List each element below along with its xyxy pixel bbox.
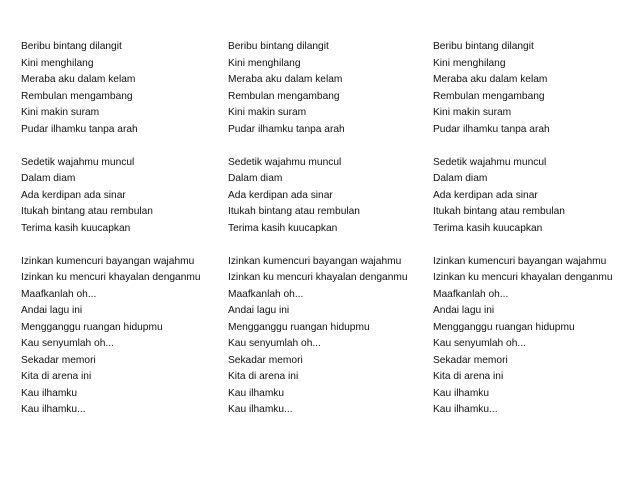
lyric-line: Sedetik wajahmu muncul [21, 156, 135, 168]
lyric-line: Terima kasih kuucapkan [228, 222, 338, 234]
lyrics-column-1 [21, 39, 221, 419]
stanza [21, 254, 221, 419]
lyric-line: Dalam diam [228, 173, 283, 184]
stanza [228, 39, 428, 138]
lyric-line: Kau ilhamku [433, 387, 490, 399]
lyric-line: Kini menghilang [228, 57, 301, 69]
lyric-line: Dalam diam [433, 173, 488, 184]
stanza [21, 39, 221, 138]
lyric-line: Izinkan kumencuri bayangan wajahmu [433, 255, 607, 267]
lyric-line: Dalam diam [21, 173, 76, 184]
lyric-line: Sekadar memori [21, 354, 96, 366]
lyric-line: Maafkanlah oh... [21, 288, 97, 300]
stanza [433, 39, 633, 138]
lyric-line: Izinkan ku mencuri khayalan denganmu [433, 272, 613, 283]
lyric-line: Kau ilhamku [228, 387, 285, 399]
lyric-line: Izinkan kumencuri bayangan wajahmu [21, 255, 195, 267]
lyric-line: Kini makin suram [433, 107, 512, 118]
stanza [228, 155, 428, 238]
lyric-line: Ada kerdipan ada sinar [228, 189, 333, 201]
lyric-line: Pudar ilhamku tanpa arah [433, 123, 550, 135]
lyric-line: Kau senyumlah oh... [433, 338, 526, 349]
lyric-line: Ada kerdipan ada sinar [433, 189, 538, 201]
lyric-line: Mengganggu ruangan hidupmu [21, 321, 163, 333]
lyric-line: Rembulan mengambang [21, 90, 133, 102]
lyric-line: Maafkanlah oh... [433, 288, 509, 300]
lyric-line: Terima kasih kuucapkan [433, 222, 543, 234]
lyric-line: Sedetik wajahmu muncul [433, 156, 547, 168]
lyrics-column-3 [433, 39, 633, 419]
lyric-line: Itukah bintang atau rembulan [228, 206, 360, 217]
lyric-line: Rembulan mengambang [228, 90, 340, 102]
lyric-line: Kini makin suram [228, 107, 307, 118]
lyric-line: Terima kasih kuucapkan [21, 222, 131, 234]
lyric-line: Kau ilhamku [21, 387, 78, 399]
lyric-line: Andai lagu ini [21, 305, 83, 316]
lyric-line: Beribu bintang dilangit [433, 41, 534, 52]
lyric-line: Rembulan mengambang [433, 90, 545, 102]
lyric-line: Itukah bintang atau rembulan [21, 206, 153, 217]
lyric-line: Kau senyumlah oh... [21, 338, 114, 349]
lyric-line: Mengganggu ruangan hidupmu [433, 321, 575, 333]
lyric-line: Pudar ilhamku tanpa arah [228, 123, 345, 135]
lyric-line: Maafkanlah oh... [228, 288, 304, 300]
lyric-line: Sedetik wajahmu muncul [228, 156, 342, 168]
lyric-line: Sekadar memori [228, 354, 303, 366]
lyric-line: Beribu bintang dilangit [21, 41, 122, 52]
stanza [21, 155, 221, 238]
lyric-line: Ada kerdipan ada sinar [21, 189, 126, 201]
lyric-line: Kini menghilang [21, 57, 94, 69]
lyric-line: Andai lagu ini [228, 305, 290, 316]
lyric-line: Kau ilhamku... [228, 404, 293, 415]
lyric-line: Izinkan kumencuri bayangan wajahmu [228, 255, 402, 267]
lyric-line: Kini makin suram [21, 107, 100, 118]
lyrics-column-2 [228, 39, 428, 419]
lyric-line: Kau ilhamku... [433, 404, 498, 415]
lyric-line: Kita di arena ini [228, 371, 299, 382]
lyric-line: Kita di arena ini [433, 371, 504, 382]
lyric-line: Kau senyumlah oh... [228, 338, 321, 349]
lyric-line: Meraba aku dalam kelam [433, 74, 548, 85]
lyric-line: Kita di arena ini [21, 371, 92, 382]
lyric-line: Meraba aku dalam kelam [21, 74, 136, 85]
stanza [433, 254, 633, 419]
lyric-line: Izinkan ku mencuri khayalan denganmu [228, 272, 408, 283]
stanza [433, 155, 633, 238]
lyric-line: Kini menghilang [433, 57, 506, 69]
lyric-line: Sekadar memori [433, 354, 508, 366]
lyric-line: Izinkan ku mencuri khayalan denganmu [21, 272, 201, 283]
stanza [228, 254, 428, 419]
lyric-line: Meraba aku dalam kelam [228, 74, 343, 85]
lyric-line: Itukah bintang atau rembulan [433, 206, 565, 217]
lyric-line: Andai lagu ini [433, 305, 495, 316]
lyric-line: Beribu bintang dilangit [228, 41, 329, 52]
lyric-line: Kau ilhamku... [21, 404, 86, 415]
lyric-line: Pudar ilhamku tanpa arah [21, 123, 138, 135]
lyric-line: Mengganggu ruangan hidupmu [228, 321, 370, 333]
